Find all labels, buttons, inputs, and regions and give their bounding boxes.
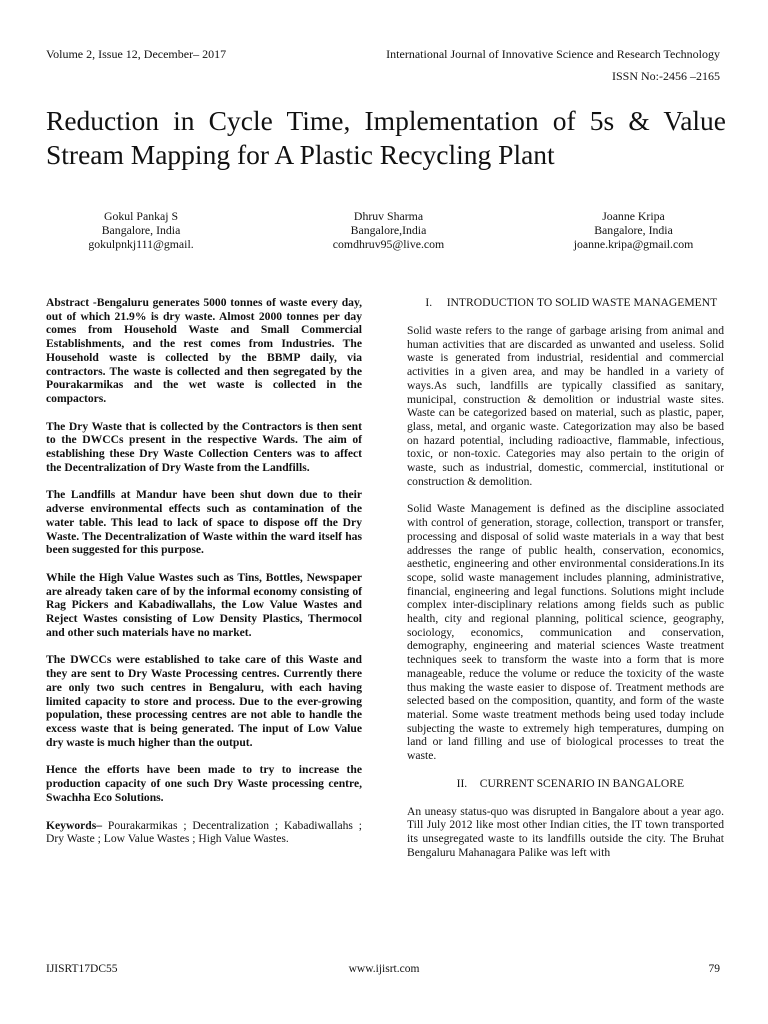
abstract-paragraph: The Landfills at Mandur have been shut down due to their adverse environmental effects such as contamination of the water table. This lead to lack of space to dispose off the Dry Waste. The Decentralization of Waste within the ward itself has been suggested for this purpose. bbox=[46, 488, 362, 557]
journal-issn: ISSN No:-2456 –2165 bbox=[611, 69, 720, 83]
abstract-paragraph: The DWCCs were established to take care of this Waste and they are sent to Dry Waste Processing centres. Currently there are only two such centres in Bengaluru, with each having limited capacity to store and process. Due to the ever-growing population, these processing centres are not able to handle the excess waste that is being generated. The input of Low Value dry waste is much higher than the output. bbox=[46, 653, 362, 749]
body-column bbox=[407, 296, 724, 873]
abstract-paragraph: While the High Value Wastes such as Tins, Bottles, Newspaper are already taken care of by the informal economy consisting of Rag Pickers and Kabadiwallahs, the Low Value Wastes and Reject Wastes consisting of Low Density Plastics, Thermocol and other such materials have no market. bbox=[46, 570, 362, 639]
author-block bbox=[46, 209, 726, 251]
body-paragraph: Solid waste refers to the range of garbage arising from animal and human activities that are discarded as unwanted and useless. Solid waste is generated from industrial, residential and commercial activities in a given area, and may be handled in a variety of ways.As such, landfills are typically classified as sanitary, municipal, construction & demolition or industrial waste sites. Waste can be categorized based on material, such as plastic, paper, glass, metal, and organic waste. Categorization may also be based on hazard potential, including radioactive, flammable, infectious, toxic, or non-toxic. Categories may also pertain to the origin of waste, such as industrial, domestic, commercial, institutional or construction & demolition. bbox=[407, 324, 724, 488]
author-location: Bangalore, India bbox=[594, 223, 673, 237]
keywords-label: Keywords– bbox=[46, 818, 103, 832]
author-location: Bangalore, India bbox=[101, 223, 181, 237]
section-heading-1 bbox=[407, 296, 724, 310]
author-name: Dhruv Sharma bbox=[353, 209, 424, 223]
paper-title: Reduction in Cycle Time, Implementation of 5s & Value Stream Mapping for A Plastic Recycling Plant bbox=[46, 105, 726, 170]
abstract-paragraph: Hence the efforts have been made to try to increase the production capacity of one such Dry Waste processing centre, Swachha Eco Solutions. bbox=[46, 763, 362, 804]
abstract-paragraph: Abstract -Bengaluru generates 5000 tonnes of waste every day, out of which 21.9% is dry waste. Almost 2000 tonnes per day comes from Household Waste and Small Commercial Establishments, and the rest comes from Industries. The Household waste is collected by the BBMP daily, via contractors. The waste is collected and then segregated by the Pourakarmikas and the wet waste is collected in the compactors. bbox=[46, 296, 362, 405]
journal-url[interactable]: www.ijisrt.com bbox=[348, 963, 420, 975]
author-location: Bangalore,India bbox=[350, 223, 427, 237]
keywords-list: Pourakarmikas ; Decentralization ; Kabadiwallahs ; Dry Waste ; Low Value Wastes ; High Value Wastes. bbox=[46, 818, 362, 846]
section-title: CURRENT SCENARIO IN BANGALORE bbox=[479, 776, 685, 790]
section-title: INTRODUCTION TO SOLID WASTE MANAGEMENT bbox=[446, 296, 718, 309]
abstract-column bbox=[46, 296, 362, 860]
author-name: Gokul Pankaj S bbox=[103, 209, 179, 223]
author-email[interactable]: gokulpnkj111@gmail. bbox=[88, 237, 194, 251]
author-3 bbox=[541, 209, 726, 251]
journal-volume: Volume 2, Issue 12, December– 2017 bbox=[46, 47, 227, 61]
section-number: II. bbox=[456, 776, 468, 790]
abstract-paragraph: The Dry Waste that is collected by the Contractors is then sent to the DWCCs present in the respective Wards. The aim of establishing these Dry Waste Collection Centers was to affect the Decentralization of Dry Waste from the Landfills. bbox=[46, 419, 362, 474]
section-heading-2 bbox=[407, 777, 724, 791]
body-paragraph: Solid Waste Management is defined as the discipline associated with control of generation, storage, collection, transport or transfer, processing and disposal of solid waste materials in a way that best addresses the range of public health, conservation, economics, aesthetic, engineering and other environmental considerations.In its scope, solid waste management includes planning, administrative, financial, engineering and legal functions. Solutions might include complex inter-disciplinary relations among fields such as public health, city and regional planning, political science, geography, sociology, economics, communication and conservation, demography, engineering and material sciences Waste treatment techniques seek to transform the waste into a form that is more manageable, reduce the volume or reduce the toxicity of the waste thus making the waste easier to dispose of. Treatment methods are selected based on the composition, quantity, and form of the waste material. Some waste treatment methods being used today include subjecting the waste to extremely high temperatures, dumping on land or land filling and use of biological processes to treat the waste. bbox=[407, 502, 724, 763]
author-1 bbox=[46, 209, 236, 251]
keywords bbox=[46, 819, 362, 846]
section-number: I. bbox=[425, 296, 433, 309]
paper-id: IJISRT17DC55 bbox=[46, 963, 118, 975]
journal-name: International Journal of Innovative Science and Research Technology bbox=[386, 47, 720, 61]
body-paragraph: An uneasy status-quo was disrupted in Bangalore about a year ago. Till July 2012 like most other Indian cities, the IT town transported its unsegregated waste to its landfills outside the city. The Bruhat Bengaluru Mahanagara Palike was left with bbox=[407, 804, 724, 859]
author-name: Joanne Kripa bbox=[602, 209, 665, 223]
page-number: 79 bbox=[708, 963, 720, 975]
author-email[interactable]: joanne.kripa@gmail.com bbox=[573, 237, 694, 251]
author-email[interactable]: comdhruv95@live.com bbox=[332, 237, 445, 251]
author-2 bbox=[236, 209, 541, 251]
